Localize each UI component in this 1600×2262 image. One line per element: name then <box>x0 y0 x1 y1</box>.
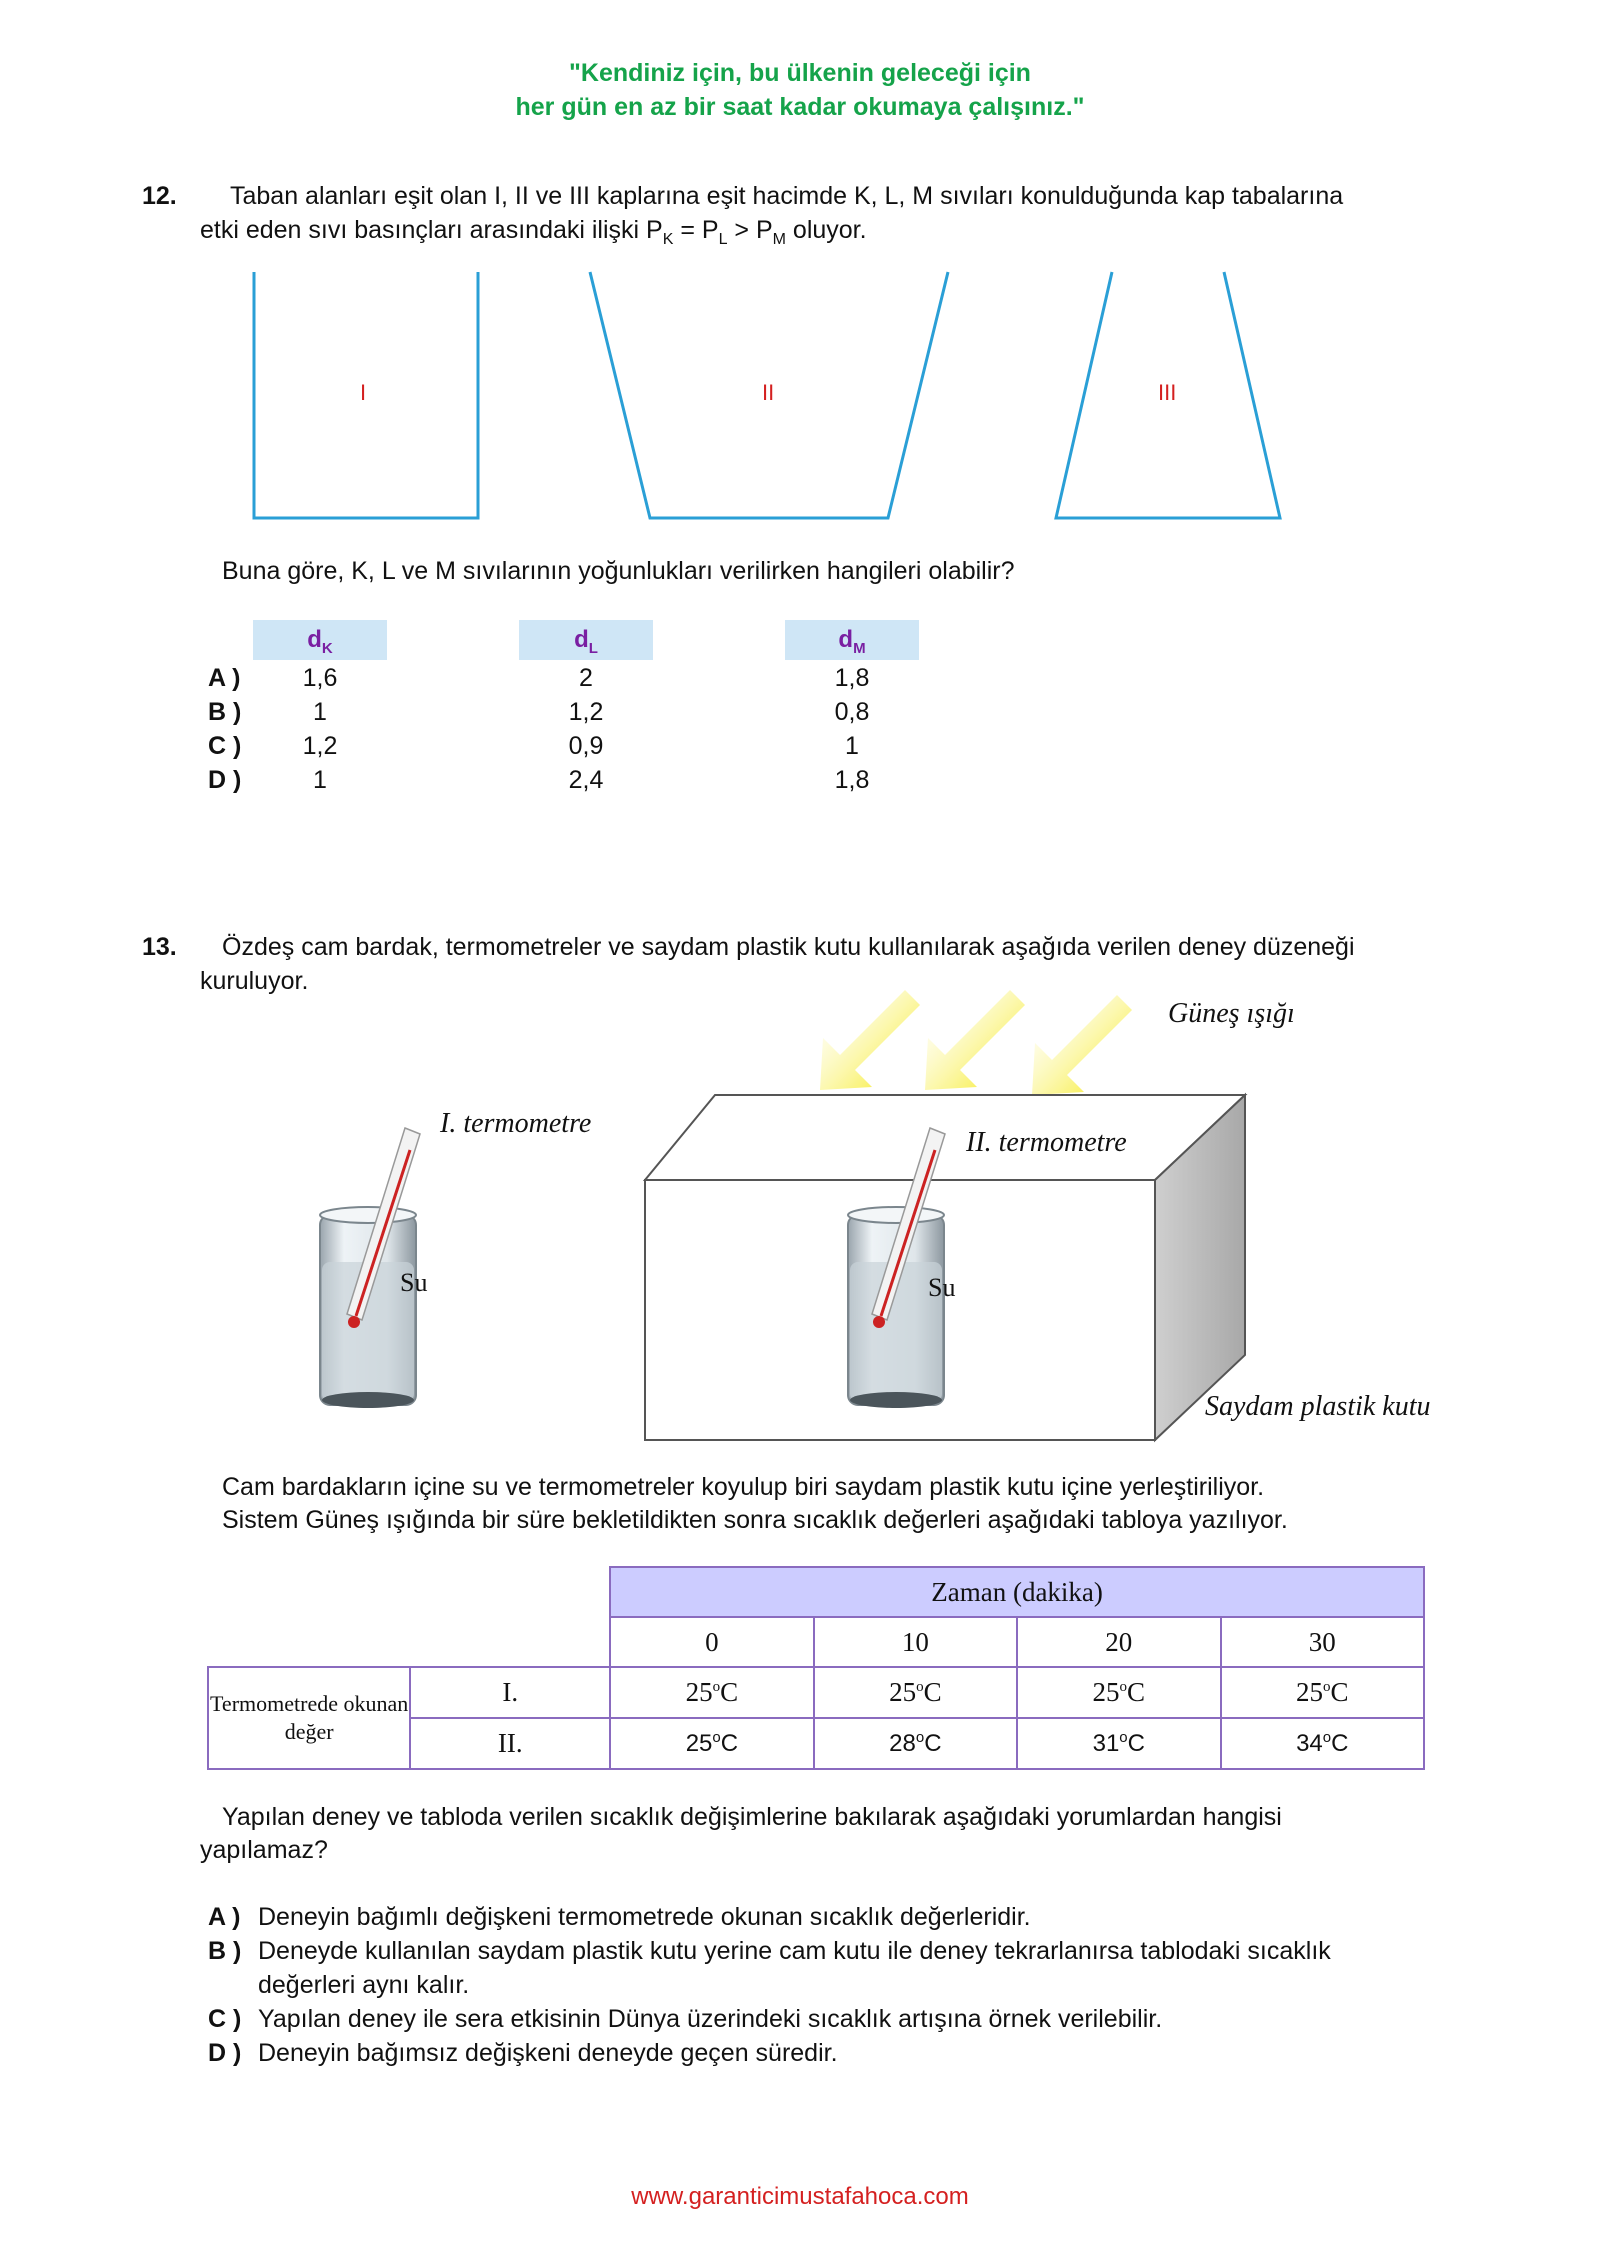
option-letter: B ) <box>208 1937 242 1965</box>
option-value: 1,2 <box>302 732 338 760</box>
option-value: 1,8 <box>834 664 870 692</box>
temperature-table <box>207 1566 1425 1770</box>
temp-cell: 34$^o$C <box>1221 1718 1424 1769</box>
q13-option-b-cont <box>208 1968 1438 2002</box>
q13-desc-line2: Sistem Güneş ışığında bir süre bekletildikten sonra sıcaklık değerleri aşağıdaki tabloya yazılıyor. <box>222 1506 1288 1534</box>
q12-question: Buna göre, K, L ve M sıvılarının yoğunlukları verilirken hangileri olabilir? <box>222 557 1015 585</box>
q13-options <box>208 1900 1438 2070</box>
option-letter: A ) <box>208 664 241 692</box>
option-letter: D ) <box>208 2039 242 2067</box>
col-header-dk: $d_K$ <box>253 620 387 660</box>
option-text: Deneyin bağımsız değişkeni deneyde geçen süredir. <box>258 2039 838 2067</box>
motto-line-2: her gün en az bir saat kadar okumaya çalışınız." <box>515 93 1085 121</box>
sunlight-label: Güneş ışığı <box>1168 998 1295 1029</box>
temp-cell: 25$^o$C <box>610 1667 813 1718</box>
option-value: 1,2 <box>568 698 604 726</box>
option-text: Yapılan deney ile sera etkisinin Dünya üzerindeki sıcaklık artışına örnek verilebilir. <box>258 2005 1163 2033</box>
option-letter: B ) <box>208 698 242 726</box>
glass-1 <box>320 1207 416 1408</box>
option-text: değerleri aynı kalır. <box>258 1971 470 1999</box>
temp-cell: 25$^o$C <box>1017 1667 1220 1718</box>
time-cell: 10 <box>814 1617 1017 1667</box>
option-value: 1,8 <box>834 766 870 794</box>
option-value: 1 <box>845 732 859 760</box>
col-header-dm: $d_M$ <box>785 620 919 660</box>
option-value: 0,9 <box>568 732 604 760</box>
footer-website[interactable]: www.garanticimustafahoca.com <box>631 2183 969 2210</box>
temp-cell: 31$^o$C <box>1017 1718 1220 1769</box>
time-header: Zaman (dakika) <box>610 1567 1424 1617</box>
q12-number: 12. <box>142 182 177 210</box>
option-letter: C ) <box>208 732 242 760</box>
option-value: 0,8 <box>834 698 870 726</box>
water-1-label: Su <box>400 1268 428 1297</box>
row-label-i: I. <box>410 1667 610 1718</box>
option-letter: C ) <box>208 2005 242 2033</box>
q12-text-line2: etki eden sıvı basınçları arasındaki ilişki $P_K = P_L > P_M$ oluyor. <box>200 216 867 248</box>
time-cell: 20 <box>1017 1617 1220 1667</box>
q13-text-line1: Özdeş cam bardak, termometreler ve saydam plastik kutu kullanılarak aşağıda verilen deney düzeneği <box>222 933 1355 961</box>
option-value: 2 <box>579 664 593 692</box>
container-label-ii: II <box>762 380 775 405</box>
row-label-ii: II. <box>410 1718 610 1769</box>
q13-desc-line1: Cam bardakların içine su ve termometreler koyulup biri saydam plastik kutu içine yerleştiriliyor. <box>222 1473 1265 1501</box>
thermometer-1-label: I. termometre <box>440 1108 592 1139</box>
temp-cell: 28$^o$C <box>814 1718 1017 1769</box>
container-label-iii: III <box>1158 380 1177 405</box>
time-cell: 30 <box>1221 1617 1424 1667</box>
option-text: Deneyde kullanılan saydam plastik kutu yerine cam kutu ile deney tekrarlanırsa tablodaki sıcaklık <box>258 1937 1331 1965</box>
time-cell: 0 <box>610 1617 813 1667</box>
option-letter: A ) <box>208 1903 241 1931</box>
option-text: Deneyin bağımlı değişkeni termometrede okunan sıcaklık değerleridir. <box>258 1903 1031 1931</box>
thermometer-2-label: II. termometre <box>966 1127 1127 1158</box>
motto-line-1: "Kendiniz için, bu ülkenin geleceği için <box>569 59 1031 87</box>
q13-option-d[interactable] <box>208 2036 1438 2070</box>
temp-cell: 25$^o$C <box>1221 1667 1424 1718</box>
q13-question-line2: yapılamaz? <box>200 1836 328 1864</box>
container-label-i: I <box>360 380 367 405</box>
temp-cell: 25$^o$C <box>610 1718 813 1769</box>
q13-option-a[interactable] <box>208 1900 1438 1934</box>
option-value: 2,4 <box>568 766 604 794</box>
q13-option-c[interactable] <box>208 2002 1438 2036</box>
option-value: 1 <box>313 766 327 794</box>
sunlight-arrows <box>820 985 1132 1095</box>
water-2-label: Su <box>928 1273 956 1302</box>
q13-option-b[interactable] <box>208 1934 1438 1968</box>
q13-number: 13. <box>142 933 177 961</box>
option-letter: D ) <box>208 766 242 794</box>
option-value: 1 <box>313 698 327 726</box>
row-header: Termometrede okunan değer <box>208 1667 410 1769</box>
plastic-box-label: Saydam plastik kutu <box>1205 1391 1431 1422</box>
option-value: 1,6 <box>302 664 338 692</box>
q13-question-line1: Yapılan deney ve tabloda verilen sıcaklık değişimlerine bakılarak aşağıdaki yorumlardan hangisi <box>222 1803 1282 1831</box>
q12-text-line1: Taban alanları eşit olan I, II ve III kaplarına eşit hacimde K, L, M sıvıları konulduğunda kap tabalarına <box>230 182 1344 210</box>
col-header-dl: $d_L$ <box>519 620 653 660</box>
temp-cell: 25$^o$C <box>814 1667 1017 1718</box>
q13-text-line2: kuruluyor. <box>200 967 309 995</box>
